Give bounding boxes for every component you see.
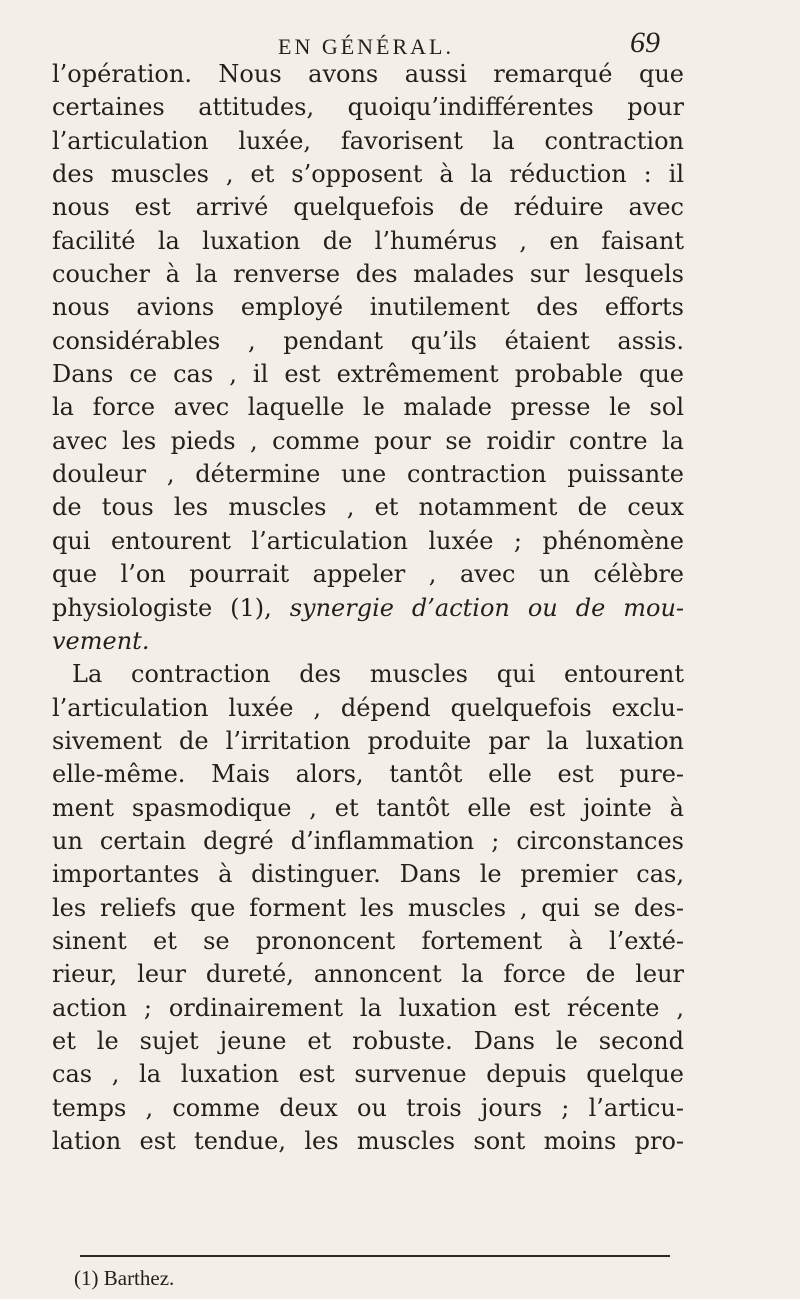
text-line: avec les pieds , comme pour se roidir contre la [52, 426, 684, 455]
text-line: la force avec laquelle le malade presse le sol [52, 393, 684, 422]
text-line: l’articulation luxée , dépend quelquefois exclu- [52, 693, 684, 722]
text-line: importantes à distinguer. Dans le premier cas, [52, 860, 684, 889]
text-line: l’opération. Nous avons aussi remarqué que [52, 60, 684, 88]
text-line: des muscles , et s’opposent à la réduction : il [52, 160, 684, 189]
italic-term: synergie d’action ou de mou- [289, 593, 685, 622]
text-line: les reliefs que forment les muscles , qui se des- [52, 893, 684, 922]
footnote: (1) Barthez. [74, 1266, 175, 1290]
page-number: 69 [630, 26, 660, 59]
text-line: ment spasmodique , et tantôt elle est jointe à [52, 793, 684, 822]
text-line: sivement de l’irritation produite par la luxation [52, 726, 684, 755]
text-line: l’articulation luxée, favorisent la contraction [52, 126, 684, 155]
footnote-rule [80, 1255, 670, 1257]
text-line: nous est arrivé quelquefois de réduire avec [52, 193, 684, 222]
text-line: rieur, leur dureté, annoncent la force de leur [52, 960, 684, 989]
text-line: douleur , détermine une contraction puissante [52, 460, 684, 489]
text-line: action ; ordinairement la luxation est récente , [52, 993, 684, 1022]
text-line: un certain degré d’inflammation ; circonstances [52, 826, 684, 855]
text-line: physiologiste (1), synergie d’action ou de mou- [52, 593, 685, 622]
italic-term: vement. [52, 626, 150, 655]
text-line: temps , comme deux ou trois jours ; l’articu- [52, 1093, 684, 1122]
text-line: que l’on pourrait appeler , avec un célèbre [52, 560, 684, 589]
text-line: lation est tendue, les muscles sont moins pro- [52, 1127, 684, 1155]
text-line: certaines attitudes, quoiqu’indifférentes pour [52, 93, 684, 122]
text-line: Dans ce cas , il est extrêmement probable que [52, 360, 684, 389]
text-line: cas , la luxation est survenue depuis quelque [52, 1060, 684, 1089]
text-line [52, 625, 684, 658]
text-line: elle-même. Mais alors, tantôt elle est pure- [52, 760, 684, 789]
text-line: considérables , pendant qu’ils étaient assis. [52, 326, 684, 355]
text-line: sinent et se prononcent fortement à l’exté- [52, 926, 684, 955]
paragraph-start-line: La contraction des muscles qui entourent [72, 660, 684, 689]
text-line: facilité la luxation de l’humérus , en faisant [52, 226, 684, 255]
text-line: coucher à la renverse des malades sur lesquels [52, 260, 684, 289]
body-text [52, 58, 684, 1158]
text-line: qui entourent l’articulation luxée ; phénomène [52, 526, 684, 555]
text-line: et le sujet jeune et robuste. Dans le second [52, 1026, 684, 1055]
text-line: nous avions employé inutilement des efforts [52, 293, 684, 322]
text-line: de tous les muscles , et notamment de ceux [52, 493, 684, 522]
running-head: EN GÉNÉRAL. [278, 34, 454, 59]
